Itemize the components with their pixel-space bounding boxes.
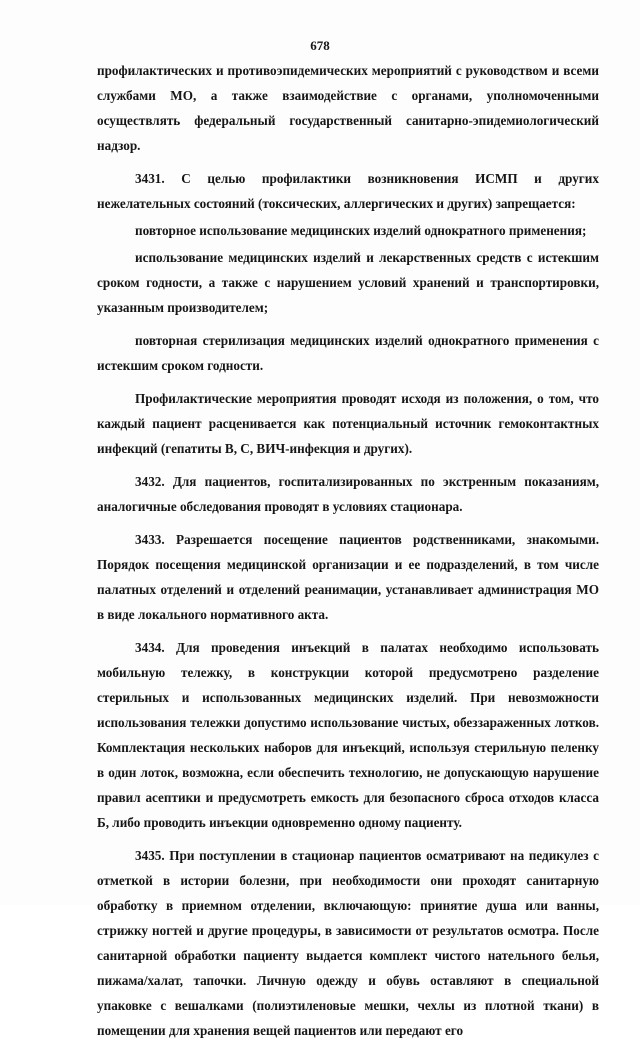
list-item-reuse: повторное использование медицинских изделий однократного применения; <box>135 223 587 238</box>
paragraph-continuation: профилактических и противоэпидемических мероприятий с руководством и всеми службами МО, а также взаимодействие с органами, уполномоченными осуществлять федеральный государственный санитарно-эпидемиологический надзор. <box>97 63 599 153</box>
paragraph-3435: 3435. При поступлении в стационар пациентов осматривают на педикулез с отметкой в истории болезни, при необходимости они проходят санитарную обработку в приемном отделении, включающую: принятие душа или ванны, стрижку ногтей и другие процедуры, в зависимости от результатов осмотра. После санитарной обработки пациенту выдается комплект чистого нательного белья, пижама/халат, тапочки. Личную одежду и обувь оставляют в специальной упаковке с вешалками (полиэтиленовые мешки, чехлы из плотной ткани) в помещении для хранения вещей пациентов или передают его <box>97 848 599 1038</box>
paragraph-3431: 3431. С целью профилактики возникновения ИСМП и других нежелательных состояний (токсических, аллергических и других) запрещается: <box>97 171 599 211</box>
paragraph-3432: 3432. Для пациентов, госпитализированных по экстренным показаниям, аналогичные обследования проводят в условиях стационара. <box>97 474 599 514</box>
paragraph-3434: 3434. Для проведения инъекций в палатах необходимо использовать мобильную тележку, в конструкции которой предусмотрено разделение стерильных и использованных медицинских изделий. При невозможности использования тележки допустимо использование чистых, обеззараженных лотков. Комплектация нескольких наборов для инъекций, используя стерильную пеленку в один лоток, возможна, если обеспечить технологию, не допускающую нарушение правил асептики и предусмотреть емкость для безопасного сброса отходов класса Б, либо проводить инъекции одновременно одному пациенту. <box>97 640 599 830</box>
paragraph-prevention-basis: Профилактические мероприятия проводят исходя из положения, о том, что каждый пациент расценивается как потенциальный источник гемоконтактных инфекций (гепатиты В, С, ВИЧ-инфекция и других). <box>97 391 599 456</box>
paragraph-3433: 3433. Разрешается посещение пациентов родственниками, знакомыми. Порядок посещения медицинской организации и ее подразделений, в том числе палатных отделений и отделений реанимации, устанавливает администрация МО в виде локального нормативного акта. <box>97 532 599 622</box>
list-item-expired-use: использование медицинских изделий и лекарственных средств с истекшим сроком годности, а также с нарушением условий хранений и транспортировки, указанным производителем; <box>97 250 599 315</box>
page-number: 678 <box>310 38 330 53</box>
list-item-resterilization: повторная стерилизация медицинских изделий однократного применения с истекшим сроком годности. <box>97 333 599 373</box>
document-body <box>97 58 599 1043</box>
